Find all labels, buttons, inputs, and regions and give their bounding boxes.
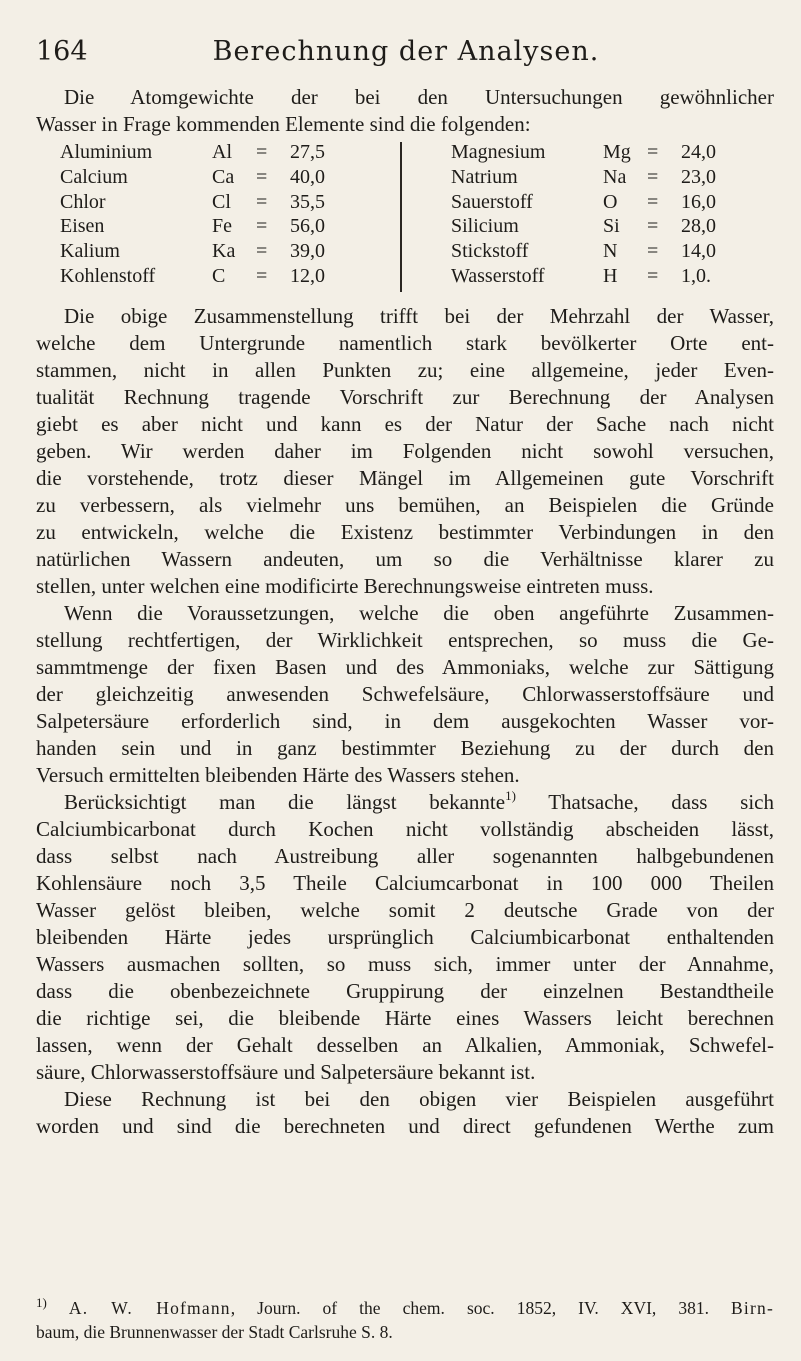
element-name: Aluminium: [60, 141, 153, 163]
atomic-weight: 14,0: [681, 240, 716, 263]
equals-sign: =: [647, 240, 659, 263]
text-line: geben. Wir werden daher im Folgenden nicht sowohl versuchen,: [36, 439, 774, 463]
text-line: säure, Chlorwasserstoffsäure und Salpetersäure bekannt ist.: [36, 1060, 536, 1084]
text-line: Diese Rechnung ist bei den obigen vier Beispielen ausgeführt: [64, 1087, 774, 1111]
table-row: [451, 264, 771, 289]
text-line: Die obige Zusammenstellung trifft bei der Mehrzahl der Wasser,: [64, 304, 774, 328]
atomic-weight: 23,0: [681, 165, 716, 188]
table-row: [60, 264, 380, 289]
footnote-marker: 1): [505, 788, 516, 803]
table-row: [451, 140, 771, 165]
table-row: [60, 190, 380, 215]
footnote: [36, 1296, 774, 1344]
element-name: Natrium: [451, 165, 518, 188]
element-name: Sauerstoff: [451, 190, 533, 213]
text-line: dass selbst nach Austreibung aller sogenannten halbgebundenen: [36, 844, 774, 868]
table-row: [451, 190, 771, 215]
element-symbol: Cl: [212, 190, 231, 213]
element-name: Calcium: [60, 165, 128, 188]
footnote-reference: , Journ. of the chem. soc. 1852, IV. XVI, 381.: [230, 1298, 732, 1318]
atomic-weight: 27,5: [290, 141, 325, 163]
table-row: [451, 214, 771, 239]
page-header: [36, 36, 776, 76]
element-symbol: Al: [212, 141, 232, 163]
atomic-weight: 28,0: [681, 215, 716, 238]
element-name: Eisen: [60, 215, 105, 238]
text-line: Calciumbicarbonat durch Kochen nicht vollständig abscheiden lässt,: [36, 817, 774, 841]
text-segment: Thatsache, dass sich: [515, 790, 774, 814]
element-symbol: Ca: [212, 165, 235, 188]
atomic-weight: 12,0: [290, 264, 325, 287]
text-line: [36, 789, 774, 816]
atomic-weight: 24,0: [681, 141, 716, 163]
text-segment: Berücksichtigt man die längst bekannte: [64, 790, 506, 814]
equals-sign: =: [647, 215, 659, 238]
text-line: natürlichen Wassern andeuten, um so die Verhältnisse klarer zu: [36, 547, 774, 571]
text-line: Wasser gelöst bleiben, welche somit 2 deutsche Grade von der: [36, 898, 774, 922]
footnote-marker: 1): [36, 1295, 47, 1310]
text-line: Wassers ausmachen sollten, so muss sich, immer unter der Annahme,: [36, 952, 774, 976]
atomic-weight: 40,0: [290, 165, 325, 188]
text-line: giebt es aber nicht und kann es der Natur der Sache nach nicht: [36, 412, 774, 436]
equals-sign: =: [256, 190, 268, 213]
equals-sign: =: [647, 141, 659, 163]
paragraph-1: [36, 303, 774, 600]
footnote-author: A. W. Hofmann: [68, 1298, 231, 1318]
footnote-line: [36, 1296, 774, 1320]
element-symbol: O: [603, 190, 618, 213]
intro-paragraph: [36, 84, 774, 138]
element-name: Wasserstoff: [451, 264, 545, 287]
text-line: die richtige sei, die bleibende Härte eines Wassers leicht berechnen: [36, 1006, 774, 1030]
equals-sign: =: [647, 165, 659, 188]
element-symbol: Na: [603, 165, 627, 188]
text-line: der gleichzeitig anwesenden Schwefelsäure, Chlorwasserstoffsäure und: [36, 682, 774, 706]
text-line: handen sein und in ganz bestimmter Beziehung zu der durch den: [36, 736, 774, 760]
equals-sign: =: [256, 165, 268, 188]
text-line: stammen, nicht in allen Punkten zu; eine allgemeine, jeder Even-: [36, 358, 774, 382]
atomic-weight: 39,0: [290, 240, 325, 263]
element-symbol: Mg: [603, 141, 631, 163]
body-text: [36, 303, 774, 1140]
table-row: [451, 239, 771, 264]
atomic-weights-table: [60, 140, 770, 300]
text-line: tualität Rechnung tragende Vorschrift zur Berechnung der Analysen: [36, 385, 774, 409]
footnote-author: Birn-: [731, 1298, 774, 1318]
text-line: dass die obenbezeichnete Gruppirung der einzelnen Bestandtheile: [36, 979, 774, 1003]
page-number: 164: [36, 36, 88, 67]
text-line: Wenn die Voraussetzungen, welche die oben angeführte Zusammen-: [64, 601, 774, 625]
text-line: Salpetersäure erforderlich sind, in dem ausgekochten Wasser vor-: [36, 709, 774, 733]
table-row: [60, 214, 380, 239]
text-line: die vorstehende, trotz dieser Mängel im Allgemeinen gute Vorschrift: [36, 466, 774, 490]
footnote-line: baum, die Brunnenwasser der Stadt Carlsruhe S. 8.: [36, 1322, 393, 1342]
table-row: [451, 165, 771, 190]
paragraph-4: [36, 1086, 774, 1140]
paragraph-2: [36, 600, 774, 789]
text-line: sammtmenge der fixen Basen und des Ammoniaks, welche zur Sättigung: [36, 655, 774, 679]
text-line: stellen, unter welchen eine modificirte Berechnungsweise eintreten muss.: [36, 574, 654, 598]
element-symbol: Ka: [212, 240, 236, 263]
table-row: [60, 140, 380, 165]
equals-sign: =: [256, 141, 268, 163]
element-name: Kohlenstoff: [60, 264, 156, 287]
element-name: Chlor: [60, 190, 106, 213]
table-left-column: [60, 140, 380, 289]
text-line: lassen, wenn der Gehalt desselben an Alkalien, Ammoniak, Schwefel-: [36, 1033, 774, 1057]
text-line: Die Atomgewichte der bei den Untersuchungen gewöhnlicher: [64, 85, 774, 109]
text-line: zu entwickeln, welche die Existenz bestimmter Verbindungen in den: [36, 520, 774, 544]
text-line: Wasser in Frage kommenden Elemente sind die folgenden:: [36, 112, 531, 136]
element-symbol: Fe: [212, 215, 232, 238]
text-line: stellung rechtfertigen, der Wirklichkeit entsprechen, so muss die Ge-: [36, 628, 774, 652]
column-divider: [400, 142, 402, 292]
paragraph-3: [36, 789, 774, 1086]
table-right-column: [451, 140, 771, 289]
equals-sign: =: [647, 264, 659, 287]
atomic-weight: 35,5: [290, 190, 325, 213]
element-name: Silicium: [451, 215, 519, 238]
text-line: zu verbessern, als vielmehr uns bemühen, an Beispielen die Gründe: [36, 493, 774, 517]
text-line: bleibenden Härte jedes ursprünglich Calciumbicarbonat enthaltenden: [36, 925, 774, 949]
atomic-weight: 56,0: [290, 215, 325, 238]
equals-sign: =: [256, 264, 268, 287]
element-symbol: Si: [603, 215, 620, 238]
element-name: Kalium: [60, 240, 120, 263]
element-symbol: N: [603, 240, 618, 263]
text-line: welche dem Untergrunde namentlich stark bevölkerter Orte ent-: [36, 331, 774, 355]
text-line: Kohlensäure noch 3,5 Theile Calciumcarbonat in 100 000 Theilen: [36, 871, 774, 895]
equals-sign: =: [647, 190, 659, 213]
running-title: Berechnung der Analysen.: [212, 36, 600, 67]
atomic-weight: 16,0: [681, 190, 716, 213]
element-symbol: C: [212, 264, 226, 287]
atomic-weight: 1,0.: [681, 264, 711, 287]
text-line: Versuch ermittelten bleibenden Härte des Wassers stehen.: [36, 763, 520, 787]
equals-sign: =: [256, 240, 268, 263]
element-symbol: H: [603, 264, 618, 287]
text-line: worden und sind die berechneten und direct gefundenen Werthe zum: [36, 1114, 774, 1138]
table-row: [60, 239, 380, 264]
table-row: [60, 165, 380, 190]
element-name: Magnesium: [451, 141, 546, 163]
element-name: Stickstoff: [451, 240, 529, 263]
equals-sign: =: [256, 215, 268, 238]
